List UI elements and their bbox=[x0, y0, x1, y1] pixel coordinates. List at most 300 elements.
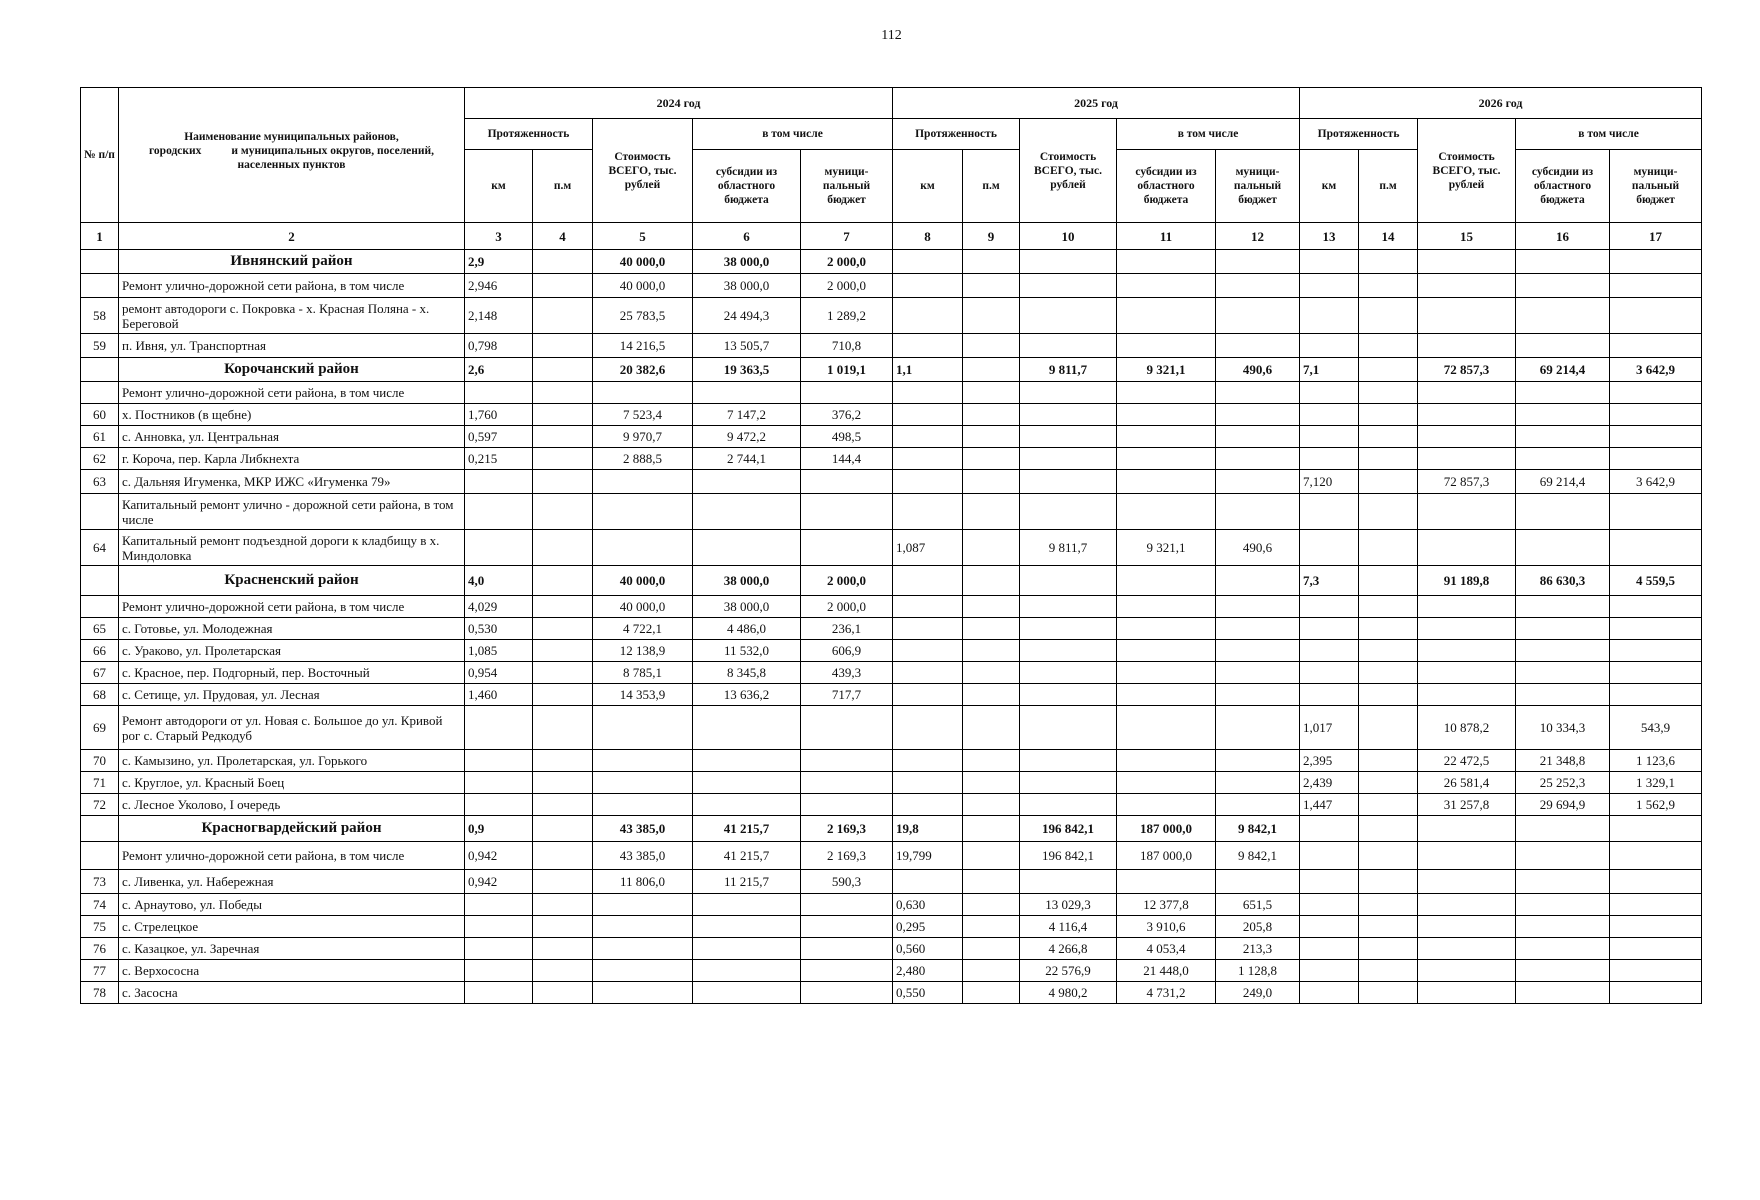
value-cell bbox=[963, 298, 1020, 334]
value-cell bbox=[893, 684, 963, 706]
value-cell: 43 385,0 bbox=[593, 816, 693, 842]
value-cell bbox=[893, 404, 963, 426]
value-cell bbox=[1300, 298, 1359, 334]
row-number-cell bbox=[81, 494, 119, 530]
value-cell bbox=[1020, 382, 1117, 404]
value-cell bbox=[963, 640, 1020, 662]
item-name-cell: с. Верхососна bbox=[119, 960, 465, 982]
column-number-cell: 14 bbox=[1359, 223, 1418, 250]
value-cell: 9 321,1 bbox=[1117, 530, 1216, 566]
value-cell bbox=[1516, 982, 1610, 1004]
value-cell: 196 842,1 bbox=[1020, 816, 1117, 842]
regional-subsidy-header: субсидии из областного бюджета bbox=[1117, 150, 1216, 223]
table-row bbox=[81, 530, 1702, 566]
value-cell bbox=[1610, 426, 1702, 448]
value-cell bbox=[963, 358, 1020, 382]
value-cell bbox=[1359, 772, 1418, 794]
value-cell bbox=[1516, 894, 1610, 916]
value-cell bbox=[1117, 426, 1216, 448]
column-number-cell: 5 bbox=[593, 223, 693, 250]
value-cell: 651,5 bbox=[1216, 894, 1300, 916]
value-cell bbox=[593, 470, 693, 494]
value-cell bbox=[1610, 960, 1702, 982]
value-cell bbox=[1418, 662, 1516, 684]
value-cell: 2,439 bbox=[1300, 772, 1359, 794]
value-cell bbox=[1359, 750, 1418, 772]
value-cell: 20 382,6 bbox=[593, 358, 693, 382]
value-cell bbox=[1117, 750, 1216, 772]
value-cell bbox=[533, 358, 593, 382]
value-cell: 11 532,0 bbox=[693, 640, 801, 662]
value-cell bbox=[1300, 382, 1359, 404]
value-cell bbox=[963, 916, 1020, 938]
district-row bbox=[81, 358, 1702, 382]
value-cell bbox=[893, 662, 963, 684]
value-cell: 11 806,0 bbox=[593, 870, 693, 894]
value-cell bbox=[593, 530, 693, 566]
row-number-cell: 67 bbox=[81, 662, 119, 684]
value-cell: 43 385,0 bbox=[593, 842, 693, 870]
value-cell bbox=[1216, 596, 1300, 618]
item-name-cell: с. Готовье, ул. Молодежная bbox=[119, 618, 465, 640]
value-cell bbox=[1020, 618, 1117, 640]
value-cell: 9 842,1 bbox=[1216, 816, 1300, 842]
table-row bbox=[81, 382, 1702, 404]
value-cell bbox=[1610, 938, 1702, 960]
value-cell: 4 559,5 bbox=[1610, 566, 1702, 596]
value-cell bbox=[1020, 870, 1117, 894]
value-cell bbox=[1117, 274, 1216, 298]
value-cell bbox=[693, 982, 801, 1004]
value-cell bbox=[1418, 618, 1516, 640]
value-cell bbox=[1359, 566, 1418, 596]
pm-header: п.м bbox=[533, 150, 593, 223]
row-number-cell: 76 bbox=[81, 938, 119, 960]
value-cell bbox=[963, 426, 1020, 448]
value-cell bbox=[1359, 274, 1418, 298]
row-number-cell: 72 bbox=[81, 794, 119, 816]
value-cell bbox=[533, 772, 593, 794]
value-cell bbox=[1020, 404, 1117, 426]
value-cell bbox=[533, 684, 593, 706]
column-number-cell: 13 bbox=[1300, 223, 1359, 250]
value-cell bbox=[1418, 530, 1516, 566]
value-cell bbox=[1216, 870, 1300, 894]
value-cell bbox=[1117, 794, 1216, 816]
value-cell bbox=[963, 618, 1020, 640]
value-cell bbox=[893, 706, 963, 750]
value-cell bbox=[1300, 960, 1359, 982]
item-name-cell: Ремонт автодороги от ул. Новая с. Большое до ул. Кривой рог с. Старый Редкодуб bbox=[119, 706, 465, 750]
value-cell bbox=[1020, 566, 1117, 596]
value-cell bbox=[465, 772, 533, 794]
value-cell bbox=[963, 842, 1020, 870]
value-cell bbox=[1300, 870, 1359, 894]
value-cell bbox=[1117, 772, 1216, 794]
year-2025-header: 2025 год bbox=[893, 88, 1300, 119]
value-cell: 86 630,3 bbox=[1516, 566, 1610, 596]
value-cell bbox=[1359, 916, 1418, 938]
value-cell bbox=[1216, 426, 1300, 448]
pm-header: п.м bbox=[1359, 150, 1418, 223]
column-number-cell: 9 bbox=[963, 223, 1020, 250]
value-cell bbox=[1610, 382, 1702, 404]
value-cell: 7,120 bbox=[1300, 470, 1359, 494]
value-cell bbox=[1610, 684, 1702, 706]
table-row bbox=[81, 706, 1702, 750]
value-cell bbox=[693, 470, 801, 494]
value-cell bbox=[1359, 358, 1418, 382]
value-cell bbox=[1117, 470, 1216, 494]
table-row bbox=[81, 640, 1702, 662]
value-cell bbox=[963, 250, 1020, 274]
value-cell bbox=[801, 494, 893, 530]
row-number-cell: 60 bbox=[81, 404, 119, 426]
row-number-cell: 74 bbox=[81, 894, 119, 916]
value-cell bbox=[1610, 298, 1702, 334]
value-cell bbox=[1418, 404, 1516, 426]
column-numbers-row bbox=[81, 223, 1702, 250]
value-cell bbox=[1516, 298, 1610, 334]
value-cell bbox=[533, 662, 593, 684]
value-cell bbox=[1418, 684, 1516, 706]
value-cell: 19,8 bbox=[893, 816, 963, 842]
value-cell bbox=[533, 250, 593, 274]
item-name-cell: Ремонт улично-дорожной сети района, в том числе bbox=[119, 382, 465, 404]
value-cell: 4,029 bbox=[465, 596, 533, 618]
budget-table bbox=[80, 87, 1702, 1004]
column-number-cell: 15 bbox=[1418, 223, 1516, 250]
value-cell: 187 000,0 bbox=[1117, 842, 1216, 870]
value-cell: 2,480 bbox=[893, 960, 963, 982]
pm-header: п.м bbox=[963, 150, 1020, 223]
value-cell: 9 321,1 bbox=[1117, 358, 1216, 382]
value-cell bbox=[1359, 816, 1418, 842]
value-cell: 22 576,9 bbox=[1020, 960, 1117, 982]
value-cell: 12 377,8 bbox=[1117, 894, 1216, 916]
value-cell bbox=[1020, 274, 1117, 298]
row-number-cell: 62 bbox=[81, 448, 119, 470]
value-cell bbox=[1216, 662, 1300, 684]
value-cell bbox=[1418, 298, 1516, 334]
table-row bbox=[81, 334, 1702, 358]
item-name-cell: с. Красное, пер. Подгорный, пер. Восточный bbox=[119, 662, 465, 684]
value-cell bbox=[1359, 334, 1418, 358]
district-name-cell: Корочанский район bbox=[119, 358, 465, 382]
value-cell: 21 348,8 bbox=[1516, 750, 1610, 772]
district-name-cell: Красненский район bbox=[119, 566, 465, 596]
value-cell: 498,5 bbox=[801, 426, 893, 448]
value-cell bbox=[465, 494, 533, 530]
item-name-cell: г. Короча, пер. Карла Либкнехта bbox=[119, 448, 465, 470]
value-cell: 490,6 bbox=[1216, 530, 1300, 566]
row-number-cell: 77 bbox=[81, 960, 119, 982]
value-cell bbox=[1610, 662, 1702, 684]
item-name-cell: ремонт автодороги с. Покровка - х. Красная Поляна - х. Береговой bbox=[119, 298, 465, 334]
value-cell bbox=[533, 706, 593, 750]
table-row bbox=[81, 618, 1702, 640]
value-cell bbox=[963, 494, 1020, 530]
value-cell: 0,630 bbox=[893, 894, 963, 916]
value-cell bbox=[963, 794, 1020, 816]
col-number-header: № п/п bbox=[81, 88, 119, 223]
value-cell bbox=[1610, 448, 1702, 470]
value-cell: 236,1 bbox=[801, 618, 893, 640]
page-number: 112 bbox=[881, 28, 902, 43]
district-row bbox=[81, 250, 1702, 274]
value-cell: 38 000,0 bbox=[693, 250, 801, 274]
table-row bbox=[81, 274, 1702, 298]
value-cell bbox=[693, 772, 801, 794]
value-cell: 0,295 bbox=[893, 916, 963, 938]
value-cell bbox=[1020, 662, 1117, 684]
value-cell: 7 147,2 bbox=[693, 404, 801, 426]
value-cell bbox=[1216, 640, 1300, 662]
value-cell bbox=[1359, 404, 1418, 426]
table-row bbox=[81, 750, 1702, 772]
value-cell bbox=[1418, 916, 1516, 938]
value-cell: 1,460 bbox=[465, 684, 533, 706]
value-cell bbox=[1418, 894, 1516, 916]
value-cell: 69 214,4 bbox=[1516, 358, 1610, 382]
value-cell bbox=[1359, 706, 1418, 750]
value-cell bbox=[1020, 448, 1117, 470]
value-cell bbox=[1216, 706, 1300, 750]
value-cell: 2 000,0 bbox=[801, 566, 893, 596]
value-cell: 2,148 bbox=[465, 298, 533, 334]
value-cell: 69 214,4 bbox=[1516, 470, 1610, 494]
table-row bbox=[81, 982, 1702, 1004]
row-number-cell bbox=[81, 816, 119, 842]
value-cell bbox=[963, 772, 1020, 794]
value-cell bbox=[1117, 494, 1216, 530]
row-number-cell: 64 bbox=[81, 530, 119, 566]
value-cell: 0,530 bbox=[465, 618, 533, 640]
value-cell bbox=[693, 750, 801, 772]
value-cell: 1 329,1 bbox=[1610, 772, 1702, 794]
value-cell bbox=[533, 842, 593, 870]
row-number-cell: 75 bbox=[81, 916, 119, 938]
value-cell bbox=[1300, 494, 1359, 530]
value-cell bbox=[963, 684, 1020, 706]
value-cell bbox=[1516, 530, 1610, 566]
value-cell: 2 744,1 bbox=[693, 448, 801, 470]
value-cell bbox=[1300, 684, 1359, 706]
value-cell bbox=[1610, 404, 1702, 426]
value-cell bbox=[1516, 640, 1610, 662]
value-cell bbox=[533, 448, 593, 470]
value-cell bbox=[1020, 750, 1117, 772]
value-cell bbox=[801, 894, 893, 916]
item-name-cell: с. Ураково, ул. Пролетарская bbox=[119, 640, 465, 662]
value-cell: 4 722,1 bbox=[593, 618, 693, 640]
value-cell bbox=[1418, 596, 1516, 618]
value-cell bbox=[1516, 448, 1610, 470]
value-cell bbox=[1516, 494, 1610, 530]
value-cell: 29 694,9 bbox=[1516, 794, 1610, 816]
value-cell bbox=[465, 938, 533, 960]
value-cell bbox=[533, 596, 593, 618]
value-cell bbox=[893, 426, 963, 448]
value-cell: 12 138,9 bbox=[593, 640, 693, 662]
value-cell bbox=[1020, 494, 1117, 530]
value-cell bbox=[1300, 448, 1359, 470]
table-row bbox=[81, 684, 1702, 706]
value-cell bbox=[1516, 938, 1610, 960]
value-cell bbox=[963, 982, 1020, 1004]
value-cell bbox=[893, 772, 963, 794]
value-cell bbox=[1610, 596, 1702, 618]
value-cell: 0,215 bbox=[465, 448, 533, 470]
value-cell bbox=[893, 382, 963, 404]
value-cell bbox=[1117, 404, 1216, 426]
value-cell: 2,946 bbox=[465, 274, 533, 298]
value-cell bbox=[1359, 640, 1418, 662]
value-cell bbox=[1359, 618, 1418, 640]
column-number-cell: 8 bbox=[893, 223, 963, 250]
value-cell: 2 000,0 bbox=[801, 596, 893, 618]
value-cell: 2 169,3 bbox=[801, 816, 893, 842]
value-cell bbox=[593, 916, 693, 938]
value-cell bbox=[963, 404, 1020, 426]
value-cell: 4 731,2 bbox=[1117, 982, 1216, 1004]
value-cell: 2,9 bbox=[465, 250, 533, 274]
row-number-cell bbox=[81, 596, 119, 618]
value-cell bbox=[465, 982, 533, 1004]
row-number-cell: 69 bbox=[81, 706, 119, 750]
table-row bbox=[81, 404, 1702, 426]
value-cell bbox=[801, 772, 893, 794]
value-cell: 19 363,5 bbox=[693, 358, 801, 382]
value-cell: 2 000,0 bbox=[801, 250, 893, 274]
value-cell bbox=[1418, 250, 1516, 274]
value-cell bbox=[893, 470, 963, 494]
year-2024-header: 2024 год bbox=[465, 88, 893, 119]
item-name-cell: х. Постников (в щебне) bbox=[119, 404, 465, 426]
value-cell bbox=[1216, 448, 1300, 470]
row-number-cell bbox=[81, 358, 119, 382]
value-cell bbox=[533, 750, 593, 772]
value-cell bbox=[1610, 640, 1702, 662]
value-cell: 0,597 bbox=[465, 426, 533, 448]
value-cell bbox=[801, 938, 893, 960]
value-cell: 13 029,3 bbox=[1020, 894, 1117, 916]
value-cell bbox=[1020, 706, 1117, 750]
table-body bbox=[81, 250, 1702, 1004]
value-cell: 0,942 bbox=[465, 870, 533, 894]
value-cell: 40 000,0 bbox=[593, 250, 693, 274]
item-name-cell: с. Лесное Уколово, I очередь bbox=[119, 794, 465, 816]
value-cell bbox=[1300, 842, 1359, 870]
value-cell: 38 000,0 bbox=[693, 274, 801, 298]
table-header bbox=[81, 88, 1702, 250]
district-name-cell: Красногвардейский район bbox=[119, 816, 465, 842]
value-cell bbox=[533, 566, 593, 596]
value-cell bbox=[533, 894, 593, 916]
value-cell bbox=[963, 894, 1020, 916]
value-cell bbox=[533, 470, 593, 494]
km-header: км bbox=[465, 150, 533, 223]
value-cell bbox=[801, 982, 893, 1004]
value-cell: 249,0 bbox=[1216, 982, 1300, 1004]
value-cell: 4 980,2 bbox=[1020, 982, 1117, 1004]
value-cell bbox=[1300, 640, 1359, 662]
cost-total-header: Стоимость ВСЕГО, тыс. рублей bbox=[593, 119, 693, 223]
value-cell bbox=[593, 894, 693, 916]
value-cell bbox=[1117, 684, 1216, 706]
value-cell bbox=[465, 470, 533, 494]
value-cell: 0,550 bbox=[893, 982, 963, 1004]
value-cell bbox=[693, 530, 801, 566]
value-cell bbox=[1117, 596, 1216, 618]
value-cell bbox=[593, 750, 693, 772]
value-cell bbox=[1117, 448, 1216, 470]
value-cell bbox=[693, 960, 801, 982]
value-cell bbox=[1516, 842, 1610, 870]
value-cell: 10 334,3 bbox=[1516, 706, 1610, 750]
item-name-cell: Капитальный ремонт улично - дорожной сети района, в том числе bbox=[119, 494, 465, 530]
value-cell: 9 970,7 bbox=[593, 426, 693, 448]
value-cell bbox=[963, 382, 1020, 404]
value-cell: 1 128,8 bbox=[1216, 960, 1300, 982]
value-cell: 10 878,2 bbox=[1418, 706, 1516, 750]
value-cell bbox=[1216, 404, 1300, 426]
value-cell bbox=[1216, 772, 1300, 794]
value-cell: 72 857,3 bbox=[1418, 358, 1516, 382]
value-cell: 41 215,7 bbox=[693, 816, 801, 842]
including-header: в том числе bbox=[693, 119, 893, 150]
column-number-cell: 6 bbox=[693, 223, 801, 250]
district-row bbox=[81, 816, 1702, 842]
value-cell bbox=[1117, 382, 1216, 404]
value-cell bbox=[1418, 448, 1516, 470]
value-cell bbox=[1516, 274, 1610, 298]
row-number-cell: 61 bbox=[81, 426, 119, 448]
value-cell bbox=[533, 916, 593, 938]
value-cell: 710,8 bbox=[801, 334, 893, 358]
col-name-line3: населенных пунктов bbox=[237, 159, 346, 171]
value-cell bbox=[1020, 684, 1117, 706]
value-cell: 2,6 bbox=[465, 358, 533, 382]
value-cell: 2 888,5 bbox=[593, 448, 693, 470]
value-cell bbox=[1216, 298, 1300, 334]
value-cell: 4,0 bbox=[465, 566, 533, 596]
table-row bbox=[81, 894, 1702, 916]
item-name-cell: с. Казацкое, ул. Заречная bbox=[119, 938, 465, 960]
value-cell: 2 169,3 bbox=[801, 842, 893, 870]
value-cell bbox=[533, 426, 593, 448]
municipal-budget-header: муници-пальный бюджет bbox=[801, 150, 893, 223]
item-name-cell: с. Арнаутово, ул. Победы bbox=[119, 894, 465, 916]
column-number-cell: 1 bbox=[81, 223, 119, 250]
value-cell: 24 494,3 bbox=[693, 298, 801, 334]
value-cell bbox=[1516, 916, 1610, 938]
value-cell bbox=[1359, 794, 1418, 816]
value-cell bbox=[465, 530, 533, 566]
value-cell bbox=[1359, 938, 1418, 960]
table-row bbox=[81, 870, 1702, 894]
municipal-budget-header: муници-пальный бюджет bbox=[1216, 150, 1300, 223]
value-cell bbox=[1300, 618, 1359, 640]
value-cell: 0,954 bbox=[465, 662, 533, 684]
value-cell bbox=[1359, 684, 1418, 706]
value-cell bbox=[1418, 938, 1516, 960]
municipal-budget-header: муници-пальный бюджет bbox=[1610, 150, 1702, 223]
row-number-cell bbox=[81, 566, 119, 596]
value-cell bbox=[893, 566, 963, 596]
regional-subsidy-header: субсидии из областного бюджета bbox=[693, 150, 801, 223]
value-cell bbox=[1516, 382, 1610, 404]
